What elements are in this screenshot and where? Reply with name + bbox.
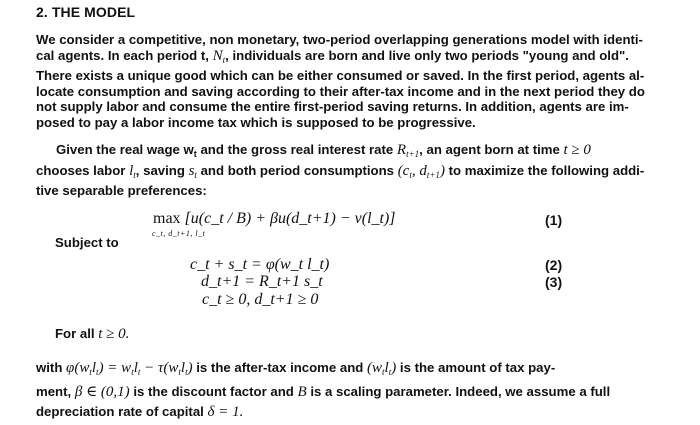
math-beta: β ∈ (0,1) bbox=[74, 384, 130, 400]
closing-line-3: depreciation rate of capital δ = 1. bbox=[36, 404, 244, 420]
math-consumption-pair: ($c_t$, $d_{t+1}$) bbox=[397, 162, 445, 180]
subject-to-label: Subject to bbox=[55, 235, 119, 250]
equation-number-1: (1) bbox=[545, 212, 563, 228]
closing-paragraph bbox=[36, 358, 682, 422]
intro-line-2: cal agents. In each period t, $N_t$, individuals are born and live only two periods "young and old". bbox=[36, 47, 629, 65]
given-line-3: tive separable preferences: bbox=[36, 183, 207, 199]
objective-equation: max [u(c_t / B) + βu(d_t+1) − v(l_t)] bbox=[153, 210, 396, 227]
math-N-t: $N_t$ bbox=[212, 47, 226, 65]
given-paragraph bbox=[36, 142, 682, 199]
intro-line-6: posed to pay a labor income tax which is supposed to be progressive. bbox=[36, 114, 476, 130]
max-subscript: c_t, d_t+1, l_t bbox=[152, 229, 206, 238]
intro-line-5: not supply labor and consume the entire first-period saving returns. In addition, agents are im- bbox=[36, 99, 629, 115]
closing-line-1: with $\varphi(w_tl_t) = w_tl_t - \tau(w_tl_t)$ is the after-tax income and $(w_tl_t)$ is the amount of tax pay- bbox=[36, 360, 556, 377]
math-t-geq-0: t ≥ 0 bbox=[563, 142, 591, 158]
intro-line-3: There exists a unique good which can be either consumed or saved. In the first period, agents al- bbox=[36, 68, 645, 84]
math-wl: $(w_tl_t)$ bbox=[367, 360, 397, 377]
math-delta: δ = 1. bbox=[207, 404, 244, 420]
intro-paragraph bbox=[36, 32, 682, 131]
math-B: B bbox=[297, 384, 307, 400]
intro-line-1: We consider a competitive, non monetary, two-period overlapping generations model with identi- bbox=[36, 32, 643, 47]
second-period-constraint: d_t+1 = R_t+1 s_t bbox=[201, 273, 323, 290]
section-heading: 2. THE MODEL bbox=[36, 4, 136, 20]
closing-line-2: ment, β ∈ (0,1) is the discount factor and B is a scaling parameter. Indeed, we assume a full bbox=[36, 384, 611, 400]
budget-constraint: c_t + s_t = φ(w_t l_t) bbox=[190, 256, 330, 273]
given-line-1: Given the real wage $w_t$ and the gross real interest rate $R_{t+1}$, an agent born at time t ≥ 0 bbox=[56, 142, 591, 159]
given-line-2: chooses labor $l_t$, saving $s_t$ and both period consumptions ($c_t$, $d_{t+1}$) to maximize the following addi- bbox=[36, 162, 645, 180]
nonnegativity-constraint: c_t ≥ 0, d_t+1 ≥ 0 bbox=[202, 291, 319, 308]
intro-line-4: locate consumption and saving according to their after-tax income and in the next period they do bbox=[36, 83, 645, 99]
math-phi: $\varphi(w_tl_t) = w_tl_t - \tau(w_tl_t)$ bbox=[66, 360, 193, 377]
for-all-line: For all t ≥ 0. bbox=[55, 326, 130, 342]
equation-number-3: (3) bbox=[545, 274, 563, 290]
equation-number-2: (2) bbox=[545, 257, 563, 273]
math-R-t1: $R_{t+1}$ bbox=[396, 142, 420, 159]
